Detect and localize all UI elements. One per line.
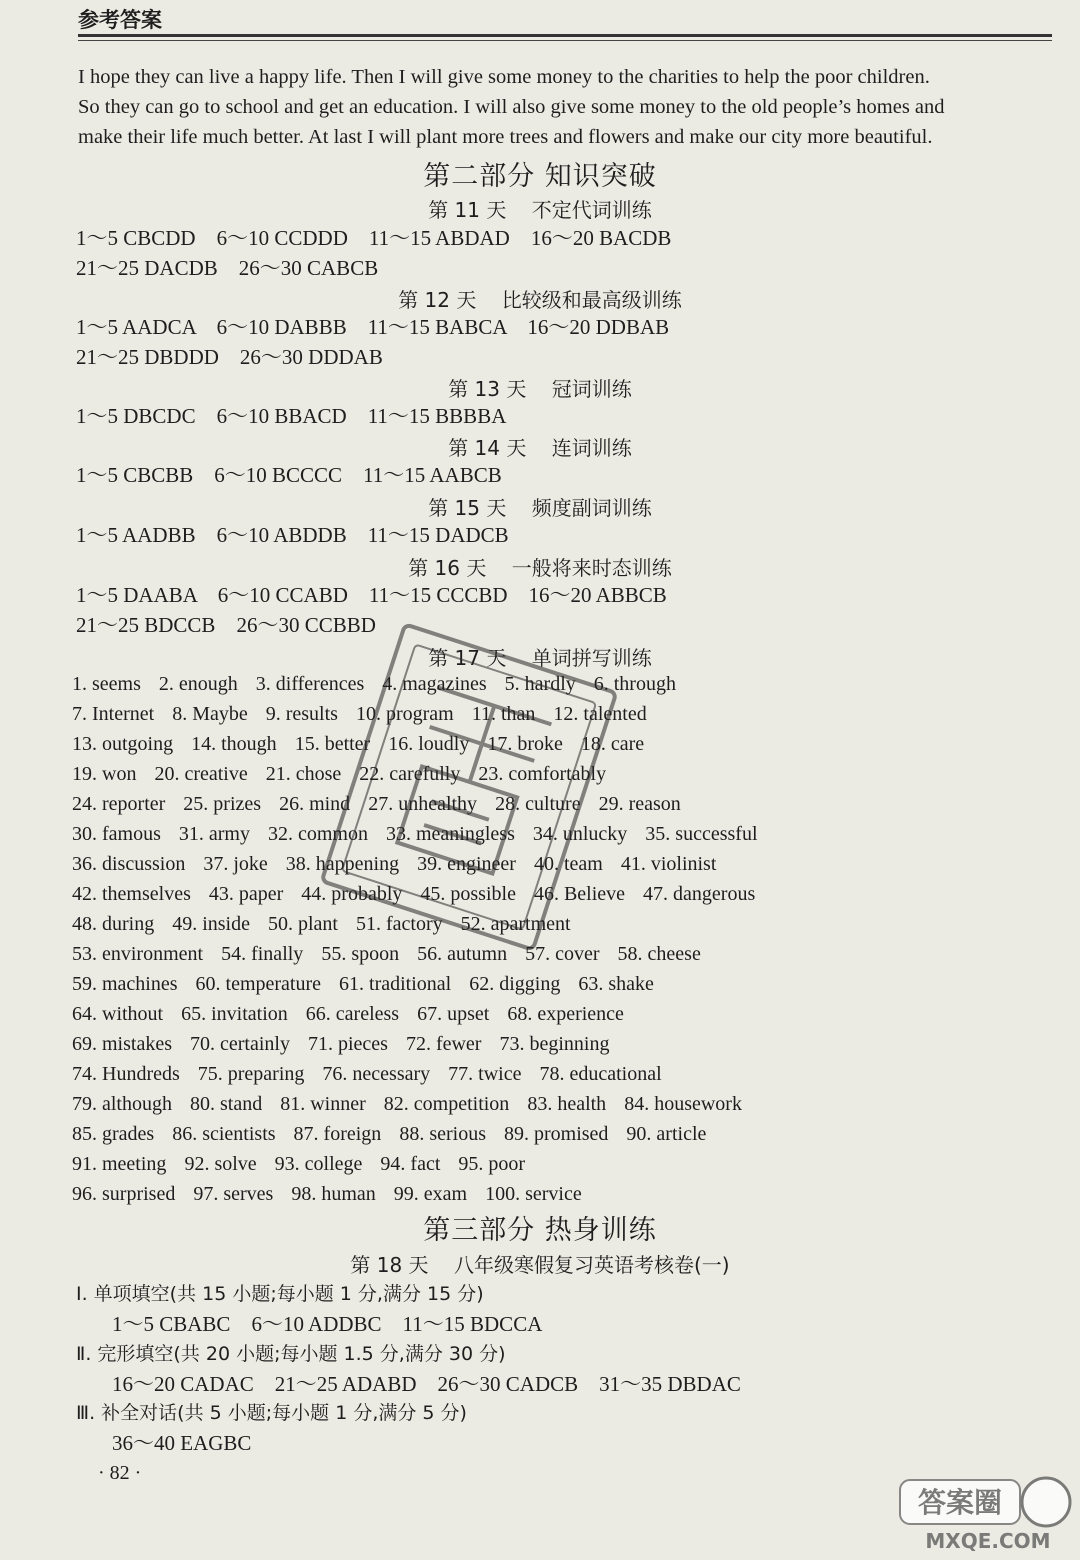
- word-answer-item: 44. probably: [301, 883, 403, 905]
- word-answer-item: 90. article: [626, 1123, 707, 1145]
- word-answer-item: 14. though: [191, 733, 277, 755]
- word-answer-item: 55. spoon: [321, 943, 400, 965]
- word-answer-item: 87. foreign: [293, 1123, 382, 1145]
- word-answer-item: 59. machines: [72, 973, 178, 995]
- day14-title: 第 14 天 连词训练: [448, 436, 632, 460]
- word-answer-item: 95. poor: [458, 1153, 526, 1175]
- day11-answers-line: 1～5 CBCDD 6～10 CCDDD 11～15 ABDAD 16～20 BACDB: [76, 226, 672, 250]
- watermark-logo: [896, 1474, 1076, 1554]
- word-answer-item: 9. results: [265, 703, 338, 725]
- day13-title: 第 13 天 冠词训练: [448, 377, 632, 401]
- word-answer-item: 3. differences: [255, 673, 365, 695]
- day11-title: 第 11 天 不定代词训练: [428, 198, 652, 222]
- word-answer-item: 93. college: [274, 1153, 363, 1175]
- word-answer-item: 76. necessary: [322, 1063, 431, 1085]
- word-answer-item: 51. factory: [356, 913, 443, 935]
- word-answer-line: [72, 819, 1012, 849]
- word-answer-line: [72, 939, 1012, 969]
- word-answer-item: 10. program: [355, 703, 454, 725]
- word-answer-item: 65. invitation: [181, 1003, 288, 1025]
- word-answer-item: 30. famous: [72, 823, 161, 845]
- word-answer-line: [72, 789, 1012, 819]
- day17-title: 第 17 天 单词拼写训练: [428, 646, 652, 670]
- word-answer-item: 78. educational: [539, 1063, 662, 1085]
- word-answer-item: 57. cover: [525, 943, 600, 965]
- word-answer-item: 2. enough: [158, 673, 238, 695]
- word-answer-item: 75. preparing: [197, 1063, 305, 1085]
- word-answer-item: 97. serves: [193, 1183, 274, 1205]
- intro-paragraph: [78, 62, 1052, 152]
- word-answer-item: 74. Hundreds: [72, 1063, 180, 1085]
- word-answer-item: 32. common: [267, 823, 368, 845]
- word-answer-item: 81. winner: [280, 1093, 366, 1115]
- word-answer-item: 48. during: [72, 913, 155, 935]
- word-answer-item: 69. mistakes: [72, 1033, 172, 1055]
- word-answer-item: 56. autumn: [417, 943, 508, 965]
- day12-title: 第 12 天 比较级和最高级训练: [398, 288, 682, 312]
- word-answer-item: 88. serious: [399, 1123, 486, 1145]
- word-answer-item: 4. magazines: [382, 673, 487, 695]
- word-answer-item: 29. reason: [598, 793, 681, 815]
- word-answer-item: 54. finally: [221, 943, 304, 965]
- word-answer-item: 36. discussion: [72, 853, 186, 875]
- word-answer-item: 58. cheese: [617, 943, 701, 965]
- part3-title: 第三部分 热身训练: [423, 1215, 657, 1246]
- word-answer-item: 41. violinist: [620, 853, 717, 875]
- word-answer-line: [72, 909, 1012, 939]
- word-answer-item: 60. temperature: [195, 973, 322, 995]
- day18-title: 第 18 天 八年级寒假复习英语考核卷(一): [350, 1253, 730, 1277]
- word-answer-line: [72, 669, 1012, 699]
- day12-answers-line: 1～5 AADCA 6～10 DABBB 11～15 BABCA 16～20 DDBAB: [76, 315, 670, 339]
- word-answer-item: 64. without: [72, 1003, 164, 1025]
- word-answer-item: 13. outgoing: [72, 733, 174, 755]
- word-answer-item: 33. meaningless: [385, 823, 515, 845]
- word-answer-item: 100. service: [485, 1183, 582, 1205]
- word-answer-item: 67. upset: [417, 1003, 490, 1025]
- word-answer-item: 98. human: [291, 1183, 376, 1205]
- word-answer-item: 47. dangerous: [643, 883, 756, 905]
- word-answer-item: 35. successful: [645, 823, 758, 845]
- word-answer-item: 1. seems: [72, 673, 141, 695]
- word-answer-item: 85. grades: [72, 1123, 155, 1145]
- word-answer-item: 18. care: [580, 733, 645, 755]
- word-answer-item: 17. broke: [487, 733, 563, 755]
- watermark-url: MXQE.COM: [925, 1529, 1051, 1553]
- word-answer-item: 89. promised: [503, 1123, 609, 1145]
- header-title: 参考答案: [78, 8, 162, 32]
- day11-answers-line: 21～25 DACDB 26～30 CABCB: [76, 256, 379, 280]
- word-answer-item: 77. twice: [448, 1063, 522, 1085]
- word-answer-item: 52. apartment: [460, 913, 571, 935]
- word-answer-item: 23. comfortably: [478, 763, 607, 785]
- word-answer-line: [72, 999, 1012, 1029]
- section1-answers: 1～5 CBABC 6～10 ADDBC 11～15 BDCCA: [112, 1312, 543, 1336]
- section2-heading: Ⅱ. 完形填空(共 20 小题;每小题 1.5 分,满分 30 分): [76, 1343, 506, 1365]
- word-answer-line: [72, 1119, 1012, 1149]
- word-answer-item: 66. careless: [305, 1003, 400, 1025]
- day15-title: 第 15 天 频度副词训练: [428, 496, 652, 520]
- word-answer-item: 26. mind: [279, 793, 351, 815]
- word-answer-item: 43. paper: [208, 883, 284, 905]
- word-answer-item: 8. Maybe: [172, 703, 248, 725]
- word-answer-item: 53. environment: [72, 943, 204, 965]
- word-answer-line: [72, 969, 1012, 999]
- intro-line: I hope they can live a happy life. Then I will give some money to the charities to help the poor children.: [78, 66, 930, 88]
- header-rule-thin: [78, 40, 1052, 41]
- watermark-text: 答案圈: [917, 1486, 1003, 1519]
- word-answer-item: 25. prizes: [183, 793, 262, 815]
- word-answer-item: 70. certainly: [190, 1033, 290, 1055]
- day16-title: 第 16 天 一般将来时态训练: [408, 556, 672, 580]
- word-answer-item: 86. scientists: [172, 1123, 276, 1145]
- part2-title: 第二部分 知识突破: [423, 161, 657, 192]
- word-answer-line: [72, 1149, 1012, 1179]
- word-answer-item: 94. fact: [380, 1153, 441, 1175]
- intro-line: So they can go to school and get an education. I will also give some money to the old people’s homes and: [78, 96, 945, 118]
- word-answer-item: 91. meeting: [72, 1153, 167, 1175]
- word-answer-line: [72, 1089, 1012, 1119]
- day16-answers-line: 21～25 BDCCB 26～30 CCBBD: [76, 613, 376, 637]
- word-answer-item: 63. shake: [578, 973, 654, 995]
- word-answer-item: 83. health: [527, 1093, 607, 1115]
- intro-line: make their life much better. At last I will plant more trees and flowers and make our city more beautiful.: [78, 126, 933, 148]
- word-answer-item: 50. plant: [268, 913, 338, 935]
- word-answer-line: [72, 699, 1012, 729]
- word-answer-item: 46. Believe: [533, 883, 626, 905]
- day16-answers-line: 1～5 DAABA 6～10 CCABD 11～15 CCCBD 16～20 ABBCB: [76, 583, 667, 607]
- word-answer-item: 28. culture: [495, 793, 581, 815]
- word-answer-item: 80. stand: [190, 1093, 263, 1115]
- word-answer-item: 22. carefully: [359, 763, 461, 785]
- page-number: · 82 ·: [98, 1462, 142, 1484]
- word-answer-item: 19. won: [72, 763, 137, 785]
- word-answer-line: [72, 759, 1012, 789]
- word-answer-item: 72. fewer: [405, 1033, 482, 1055]
- day13-answers-line: 1～5 DBCDC 6～10 BBACD 11～15 BBBBA: [76, 404, 507, 428]
- word-answer-item: 82. competition: [383, 1093, 510, 1115]
- day14-answers-line: 1～5 CBCBB 6～10 BCCCC 11～15 AABCB: [76, 463, 502, 487]
- word-answer-line: [72, 849, 1012, 879]
- word-answer-item: 7. Internet: [72, 703, 155, 725]
- word-answer-item: 5. hardly: [504, 673, 576, 695]
- word-answer-item: 68. experience: [507, 1003, 624, 1025]
- word-answer-line: [72, 879, 1012, 909]
- word-answer-line: [72, 729, 1012, 759]
- day15-answers-line: 1～5 AADBB 6～10 ABDDB 11～15 DADCB: [76, 523, 509, 547]
- word-answer-item: 45. possible: [420, 883, 516, 905]
- word-answer-item: 49. inside: [172, 913, 250, 935]
- word-spelling-answers: [72, 669, 1012, 1209]
- word-answer-item: 39. engineer: [417, 853, 516, 875]
- section3-heading: Ⅲ. 补全对话(共 5 小题;每小题 1 分,满分 5 分): [76, 1402, 467, 1424]
- word-answer-item: 73. beginning: [499, 1033, 610, 1055]
- word-answer-item: 20. creative: [154, 763, 248, 785]
- word-answer-item: 27. unhealthy: [368, 793, 478, 815]
- word-answer-item: 79. although: [72, 1093, 172, 1115]
- page-header: [78, 2, 1052, 38]
- word-answer-item: 21. chose: [265, 763, 342, 785]
- word-answer-item: 15. better: [294, 733, 371, 755]
- word-answer-item: 61. traditional: [339, 973, 452, 995]
- word-answer-item: 12. talented: [553, 703, 647, 725]
- word-answer-line: [72, 1059, 1012, 1089]
- word-answer-line: [72, 1179, 1012, 1209]
- word-answer-item: 99. exam: [393, 1183, 468, 1205]
- word-answer-item: 34. unlucky: [532, 823, 628, 845]
- day12-answers-line: 21～25 DBDDD 26～30 DDDAB: [76, 345, 383, 369]
- section1-heading: Ⅰ. 单项填空(共 15 小题;每小题 1 分,满分 15 分): [76, 1283, 484, 1305]
- word-answer-item: 38. happening: [285, 853, 400, 875]
- section3-answers: 36～40 EAGBC: [112, 1431, 252, 1455]
- header-rule-thick: [78, 34, 1052, 37]
- word-answer-item: 84. housework: [624, 1093, 742, 1115]
- word-answer-item: 92. solve: [184, 1153, 257, 1175]
- word-answer-line: [72, 1029, 1012, 1059]
- word-answer-item: 11. than: [471, 703, 536, 725]
- section2-answers: 16～20 CADAC 21～25 ADABD 26～30 CADCB 31～35 DBDAC: [112, 1372, 741, 1396]
- word-answer-item: 37. joke: [203, 853, 268, 875]
- word-answer-item: 62. digging: [469, 973, 561, 995]
- word-answer-item: 96. surprised: [72, 1183, 176, 1205]
- word-answer-item: 40. team: [533, 853, 603, 875]
- word-answer-item: 42. themselves: [72, 883, 191, 905]
- word-answer-item: 24. reporter: [72, 793, 166, 815]
- word-answer-item: 6. through: [593, 673, 676, 695]
- word-answer-item: 31. army: [178, 823, 250, 845]
- word-answer-item: 71. pieces: [307, 1033, 388, 1055]
- word-answer-item: 16. loudly: [388, 733, 470, 755]
